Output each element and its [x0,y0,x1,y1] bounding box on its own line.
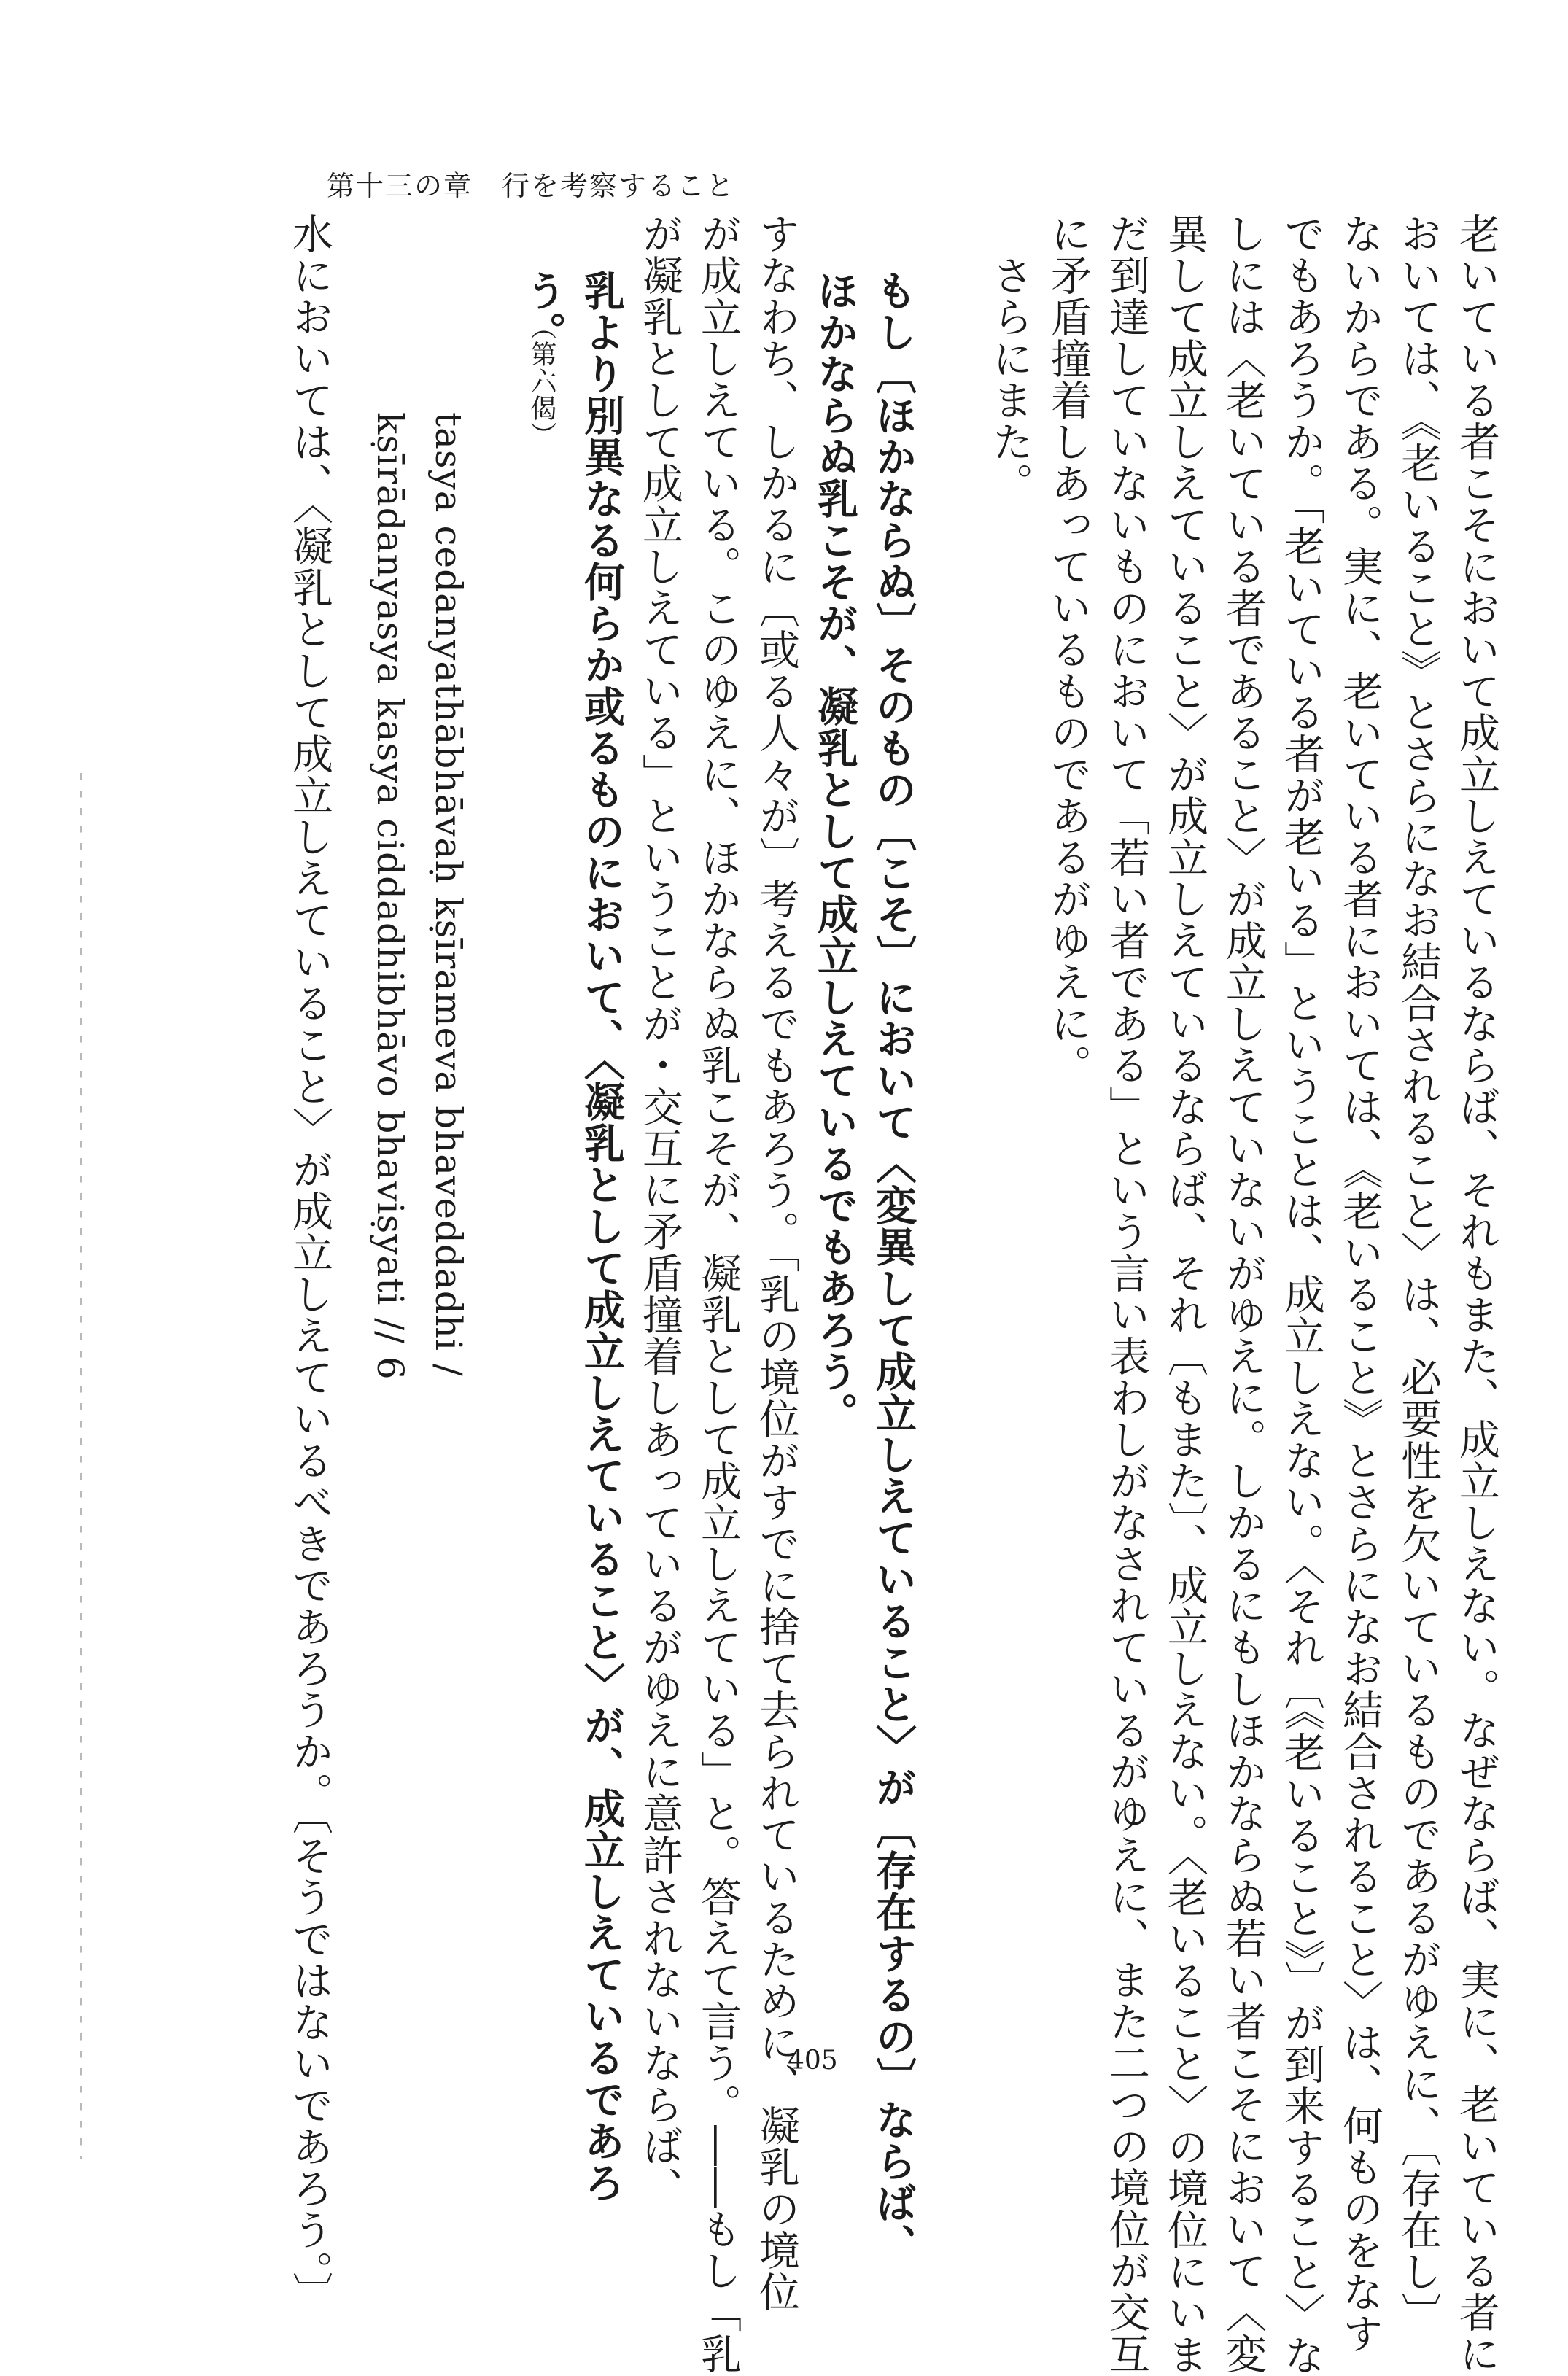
text-column: 水においては、〈凝乳として成立しえていること〉が成立しえているべきであろうか。〔そうではないであろう。〕 [286,213,333,2313]
text-column: に矛盾撞着しあっているものであるがゆえに。 [1044,213,1092,1086]
verse-translation-line: う。 [519,270,567,353]
text-column: おいては、《老いること》とさらになお結合されること〉は、必要性を欠いているものであるがゆえに、〔存在し〕 [1394,213,1442,2334]
text-column: ないからである。実に、老いている者においては、《老いること》とさらになお結合されること〉は、何ものをなす [1336,213,1383,2354]
page-number: 405 [788,2046,838,2076]
verse-translation-line: ほかならぬ乳こそが、凝乳として成立しえているでもあろう。 [811,270,858,1434]
text-column: すなわち、しかるに〔或る人々が〕考えるでもあろう。「乳の境位がすでに捨て去られているために、凝乳の境位 [753,213,800,2313]
text-column: さらにまた。 [986,213,1033,504]
text-column: でもあろうか。「老いている者が老いる」ということは、成立しえない。〈それ〔《老いること》〕が到来すること〉な [1278,213,1325,2376]
text-column: が成立しえている。このゆえに、ほかならぬ乳こそが、凝乳として成立しえている」と。答えて言う。――もし「乳 [694,213,742,2375]
scan-edge-dots [80,773,82,2159]
text-column: 異して成立しえていること〉が成立しえているならば、それ〔もまた〕、成立しえない。〈老いること〉の境位にいま [1161,213,1208,2375]
text-column: しには〈老いている者であること〉が成立しえていないがゆえに。しかるにもしほかならぬ若い者こそにおいて〈変 [1219,213,1267,2375]
verse-translation-line: 乳より別異なる何らか或るものにおいて、〈凝乳として成立しえていること〉が、成立しえているであろ [578,270,625,2203]
sanskrit-verse-line: kṣīrādanyasya kasya ciddadhibhāvo bhaviṣyati // 6 [369,412,411,1381]
verse-label: （第六偈） [527,314,556,449]
text-column: が凝乳として成立しえている」ということが・交互に矛盾撞着しあっているがゆえに意許されないならば、 [636,213,683,2208]
text-column: 老いている者こそにおいて成立しえているならば、それもまた、成立しえない。なぜならば、実に、老いている者に [1453,213,1500,2375]
verse-translation-line: もし〔ほかならぬ〕そのもの〔こそ〕において〈変異して成立しえていること〉が〔存在するの〕ならば、 [869,270,917,2265]
sanskrit-verse-line: tasya cedanyathābhāvaḥ kṣīrameva bhaveddadhi / [427,412,470,1377]
chapter-header: 第十三の章 行を考察すること [327,170,736,202]
text-column: だ到達していないものにおいて「若い者である」という言い表わしがなされているがゆえに、また二つの境位が交互 [1103,213,1150,2375]
